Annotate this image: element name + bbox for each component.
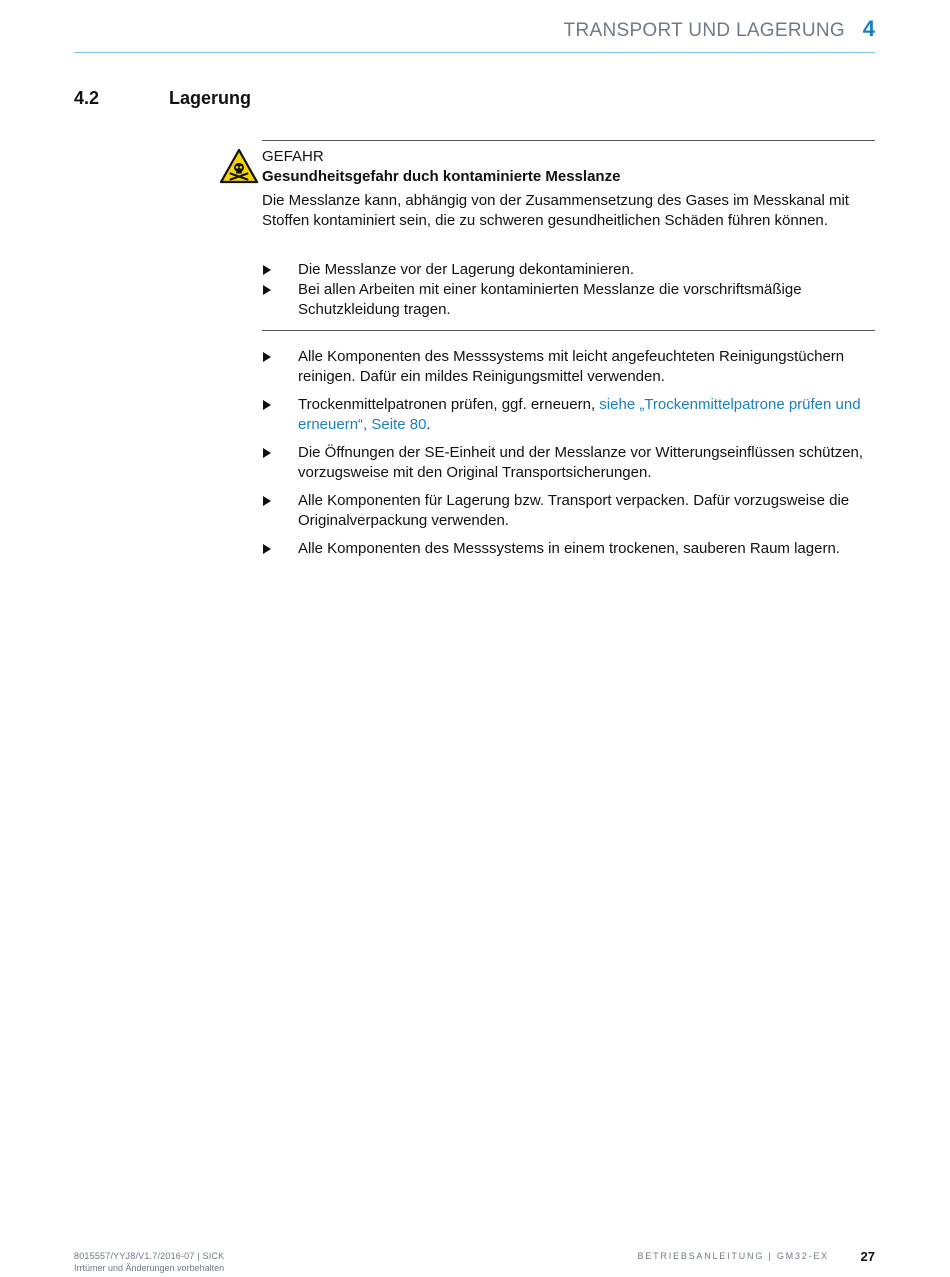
arrow-bullet-icon xyxy=(263,265,271,275)
page-number: 27 xyxy=(860,1249,875,1264)
footer-doc-id: 8015557/YYJ8/V1.7/2016-07 | SICK xyxy=(74,1251,225,1261)
section-number: 4.2 xyxy=(74,88,100,108)
chapter-number: 4 xyxy=(862,16,875,41)
arrow-bullet-icon xyxy=(263,285,271,295)
footer-manual-title: BETRIEBSANLEITUNG | GM32-EX xyxy=(637,1251,829,1261)
step-text: Alle Komponenten des Messsystems mit leicht angefeuchteten Reinigungstüchern reinigen. Dafür ein mildes Reinigungsmittel verwenden. xyxy=(298,348,845,385)
step-item xyxy=(262,395,877,435)
danger-step-text: Bei allen Arbeiten mit einer kontaminierten Messlanze die vorschriftsmäßige Schutzkleidung tragen. xyxy=(298,281,802,318)
step-text: Alle Komponenten des Messsystems in einem trockenen, sauberen Raum lagern. xyxy=(298,540,840,557)
danger-step-item xyxy=(262,260,875,280)
step-text: Trockenmittelpatronen prüfen, ggf. erneuern, xyxy=(298,396,600,413)
danger-description-text: Die Messlanze kann, abhängig von der Zusammensetzung des Gases im Messkanal mit Stoffen kontaminiert sein, die zu schweren gesundheitlichen Schäden führen können. xyxy=(262,192,849,229)
cross-reference-link[interactable]: siehe „Trockenmittelpatrone prüfen und erneuern“, Seite 80 xyxy=(298,396,861,433)
step-text: Alle Komponenten für Lagerung bzw. Transport verpacken. Dafür vorzugsweise die Originalverpackung verwenden. xyxy=(298,492,850,529)
danger-subtitle: Gesundheitsgefahr duch kontaminierte Messlanze xyxy=(262,168,621,185)
arrow-bullet-icon xyxy=(263,352,271,362)
arrow-bullet-icon xyxy=(263,496,271,506)
page-header xyxy=(74,14,875,53)
arrow-bullet-icon xyxy=(263,400,271,410)
danger-step-text: Die Messlanze vor der Lagerung dekontaminieren. xyxy=(298,261,635,278)
step-item xyxy=(262,539,877,559)
danger-description xyxy=(262,191,867,231)
toxic-skull-warning-icon xyxy=(219,148,259,184)
step-item xyxy=(262,347,877,387)
step-text-end: . xyxy=(426,416,431,433)
footer-left xyxy=(74,1250,224,1274)
footer-disclaimer: Irrtümer und Änderungen vorbehalten xyxy=(74,1263,225,1273)
arrow-bullet-icon xyxy=(263,544,271,554)
section-title: Lagerung xyxy=(169,88,252,108)
chapter-title: TRANSPORT UND LAGERUNG xyxy=(563,20,845,41)
danger-label: GEFAHR xyxy=(262,148,324,165)
danger-step-item xyxy=(262,280,875,320)
step-text: Die Öffnungen der SE-Einheit und der Messlanze vor Witterungseinflüssen schützen, vorzugsweise mit den Original Transportsicherungen. xyxy=(298,444,864,481)
step-item xyxy=(262,491,877,531)
danger-step-list xyxy=(262,260,875,320)
storage-step-list xyxy=(262,347,877,567)
arrow-bullet-icon xyxy=(263,448,271,458)
step-item xyxy=(262,443,877,483)
danger-notice xyxy=(262,140,875,331)
